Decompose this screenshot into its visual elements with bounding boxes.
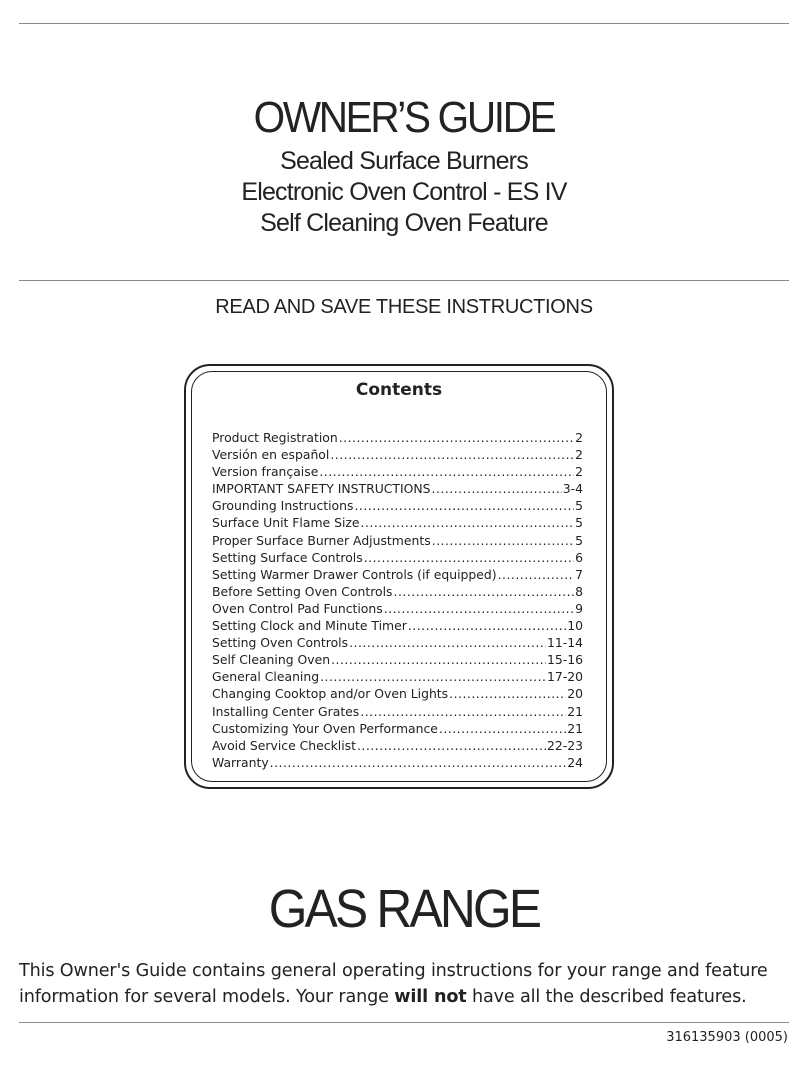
contents-title: Contents [355, 380, 443, 400]
toc-entry-label: Surface Unit Flame Size [212, 515, 360, 531]
toc-entry [212, 651, 583, 668]
toc-leader-dots [320, 668, 546, 685]
toc-leader-dots [361, 514, 575, 531]
toc-leader-dots [439, 720, 566, 737]
toc-entry [212, 668, 583, 685]
toc-entry [212, 429, 583, 446]
toc-entry [212, 634, 583, 651]
read-save-notice: READ AND SAVE THESE INSTRUCTIONS [215, 296, 593, 318]
toc-leader-dots [432, 532, 574, 549]
toc-entry-page: 11-14 [546, 635, 583, 651]
toc-entry-page: 5 [575, 498, 583, 514]
toc-entry [212, 703, 583, 720]
page-title: OWNER’S GUIDE [253, 93, 555, 142]
toc-entry-label: Self Cleaning Oven [212, 652, 331, 668]
toc-entry-label: Installing Center Grates [212, 703, 360, 719]
toc-leader-dots [339, 429, 574, 446]
subtitle-line-3: Self Cleaning Oven Feature [260, 209, 548, 237]
toc-entry [212, 737, 583, 754]
toc-entry [212, 446, 583, 463]
product-name: GAS RANGE [268, 879, 540, 939]
document-number: 316135903 (0005) [666, 1030, 788, 1045]
toc-entry-page: 17-20 [546, 669, 583, 685]
toc-entry-label: Setting Warmer Drawer Controls (if equipped) [212, 566, 497, 582]
toc-leader-dots [319, 463, 574, 480]
toc-entry [212, 583, 583, 600]
toc-entry [212, 549, 583, 566]
toc-leader-dots [331, 651, 546, 668]
toc-entry-label: Changing Cooktop and/or Oven Lights [212, 686, 449, 702]
toc-leader-dots [360, 703, 566, 720]
contents-box [184, 364, 614, 789]
toc-entry-page: 5 [575, 515, 583, 531]
toc-entry-page: 7 [575, 566, 583, 582]
toc-entry-label: Product Registration [212, 430, 338, 445]
toc-entry-page: 9 [575, 600, 583, 616]
toc-entry [212, 720, 583, 737]
toc-entry-page: 3-4 [562, 481, 583, 497]
toc-entry [212, 532, 583, 549]
toc-leader-dots [498, 566, 575, 583]
toc-leader-dots [364, 549, 574, 566]
toc-entry-label: Oven Control Pad Functions [212, 600, 383, 616]
owners-guide-note [19, 958, 794, 1010]
toc-entry-page: 15-16 [546, 652, 583, 668]
toc-entry [212, 754, 583, 771]
toc-entry-label: Warranty [212, 754, 269, 770]
toc-leader-dots [349, 634, 546, 651]
toc-entry [212, 600, 583, 617]
toc-entry [212, 514, 583, 531]
toc-entry [212, 463, 583, 480]
toc-entry-page: 2 [575, 447, 583, 463]
toc-entry-page: 2 [575, 430, 583, 445]
toc-entry [212, 617, 583, 634]
toc-entry-label: Setting Oven Controls [212, 635, 349, 651]
footer-rule [19, 1022, 789, 1023]
toc-entry-label: Avoid Service Checklist [212, 737, 356, 753]
toc-entry-label: Version française [212, 464, 319, 480]
toc-entry [212, 685, 583, 702]
toc-entry-page: 2 [575, 464, 583, 480]
toc-entry-page: 5 [575, 532, 583, 548]
toc-entry-label: Customizing Your Oven Performance [212, 720, 438, 736]
top-rule [19, 23, 789, 24]
toc-entry-label: Versión en español [212, 447, 330, 463]
toc-entry-page: 10 [567, 618, 583, 634]
subtitle-line-1: Sealed Surface Burners [280, 147, 528, 175]
toc-entry [212, 480, 583, 497]
toc-leader-dots [432, 480, 562, 497]
toc-leader-dots [394, 583, 575, 600]
toc-leader-dots [384, 600, 574, 617]
toc-entry-label: Proper Surface Burner Adjustments [212, 532, 431, 548]
header-rule [19, 280, 789, 281]
toc-entry-label: IMPORTANT SAFETY INSTRUCTIONS [212, 481, 431, 497]
toc-leader-dots [330, 446, 574, 463]
table-of-contents [212, 429, 583, 771]
toc-entry-label: Setting Clock and Minute Timer [212, 618, 407, 634]
toc-leader-dots [449, 685, 566, 702]
toc-entry-page: 21 [567, 703, 583, 719]
toc-leader-dots [354, 497, 574, 514]
note-text-end: have all the described features. [466, 987, 747, 1007]
toc-entry-label: Setting Surface Controls [212, 549, 363, 565]
note-emphasis: will not [394, 987, 467, 1007]
toc-leader-dots [357, 737, 546, 754]
toc-leader-dots [270, 754, 567, 771]
toc-entry-label: Grounding Instructions [212, 498, 354, 514]
toc-entry-label: General Cleaning [212, 669, 320, 685]
toc-entry-label: Before Setting Oven Controls [212, 583, 393, 599]
note-text-start: This Owner's Guide contains general operating instructions for your range and feature information for several models. Your range [19, 961, 768, 1007]
toc-leader-dots [408, 617, 566, 634]
toc-entry-page: 8 [575, 583, 583, 599]
toc-entry-page: 24 [567, 754, 583, 770]
toc-entry-page: 6 [575, 549, 583, 565]
toc-entry-page: 22-23 [546, 737, 583, 753]
subtitle-line-2: Electronic Oven Control - ES IV [241, 178, 567, 206]
toc-entry [212, 497, 583, 514]
toc-entry-page: 20 [567, 686, 583, 702]
toc-entry-page: 21 [567, 720, 583, 736]
toc-entry [212, 566, 583, 583]
